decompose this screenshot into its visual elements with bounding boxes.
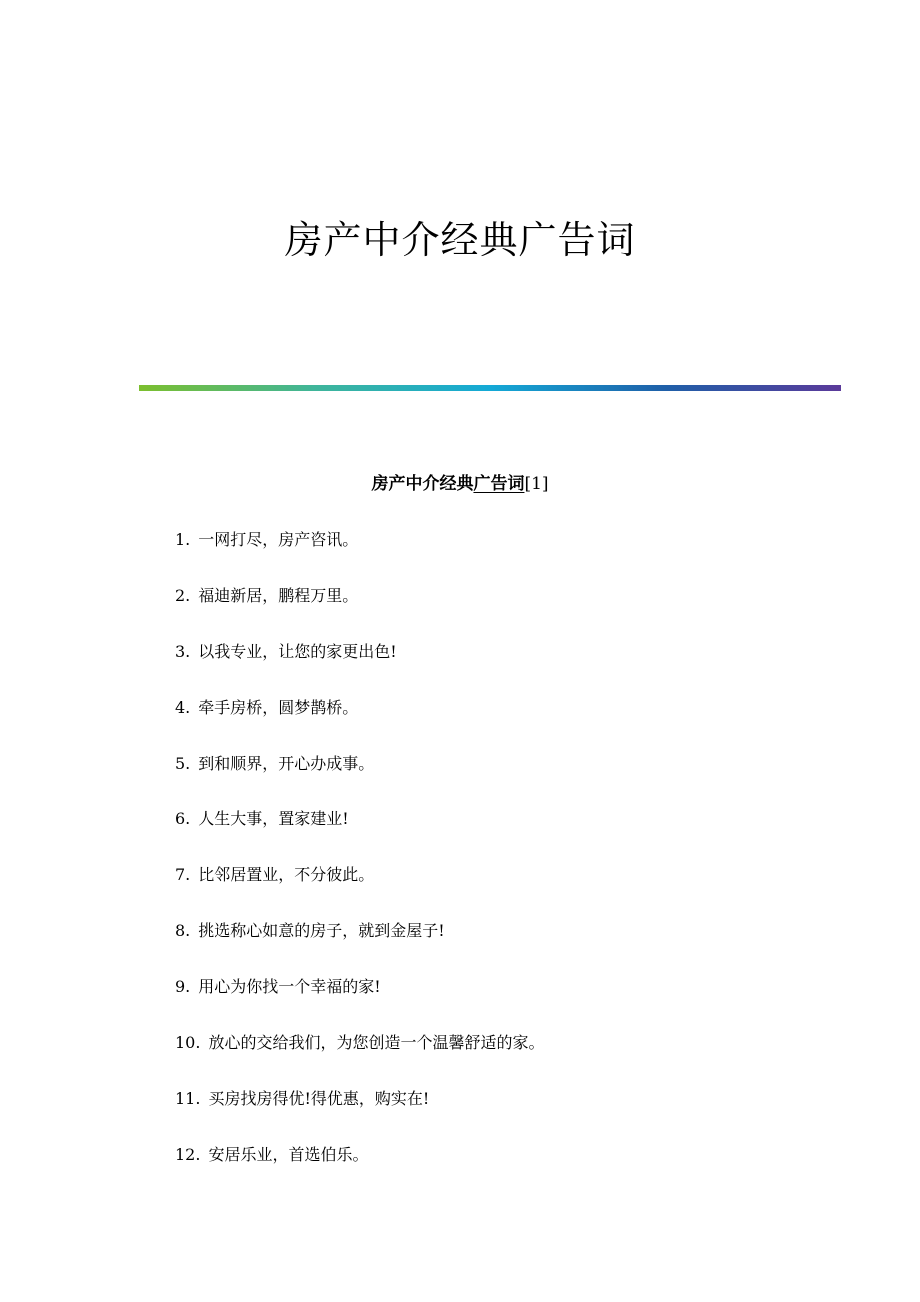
list-text: 用心为你找一个幸福的家!: [198, 977, 381, 997]
list-text: 比邻居置业，不分彼此。: [198, 865, 375, 885]
list-item: [175, 1141, 875, 1197]
list-text: 买房找房得优!得优惠，购实在!: [208, 1088, 430, 1108]
list-number: 11.: [175, 1088, 201, 1108]
list-item: [175, 805, 875, 861]
list-text: 福迪新居，鹏程万里。: [198, 585, 359, 605]
list-item: [175, 694, 875, 750]
list-text: 放心的交给我们，为您创造一个温馨舒适的家。: [208, 1033, 545, 1053]
list-text: 人生大事，置家建业!: [198, 809, 349, 829]
list-number: 2.: [175, 585, 191, 605]
slogan-list: [175, 526, 875, 1197]
list-number: 8.: [175, 921, 191, 941]
list-number: 7.: [175, 865, 191, 885]
list-item: [175, 917, 875, 973]
list-number: 10.: [175, 1033, 201, 1053]
list-number: 5.: [175, 753, 191, 773]
list-text: 安居乐业，首选伯乐。: [208, 1144, 369, 1164]
list-text: 挑选称心如意的房子，就到金屋子!: [198, 921, 445, 941]
list-text: 到和顺界，开心办成事。: [198, 753, 375, 773]
list-number: 12.: [175, 1144, 201, 1164]
list-number: 1.: [175, 530, 191, 549]
footnote-reference[interactable]: [1]: [524, 474, 549, 494]
list-number: 6.: [175, 809, 191, 829]
list-item: [175, 1029, 875, 1085]
cover-title: 房产中介经典广告词: [284, 218, 636, 262]
list-item: [175, 750, 875, 806]
gradient-divider: [139, 385, 841, 391]
list-number: 4.: [175, 697, 191, 717]
list-number: 3.: [175, 641, 191, 661]
list-text: 一网打尽，房产咨讯。: [198, 530, 359, 549]
section-heading: [0, 470, 920, 498]
list-item: [175, 526, 875, 582]
list-item: [175, 861, 875, 917]
section-heading-prefix: 房产中介经典: [371, 474, 474, 494]
list-text: 以我专业，让您的家更出色!: [198, 641, 397, 661]
list-text: 牵手房桥，圆梦鹊桥。: [198, 697, 359, 717]
list-item: [175, 582, 875, 638]
list-number: 9.: [175, 977, 191, 997]
list-item: [175, 638, 875, 694]
list-item: [175, 973, 875, 1029]
section-heading-link[interactable]: 广告词: [473, 474, 525, 494]
list-item: [175, 1085, 875, 1141]
